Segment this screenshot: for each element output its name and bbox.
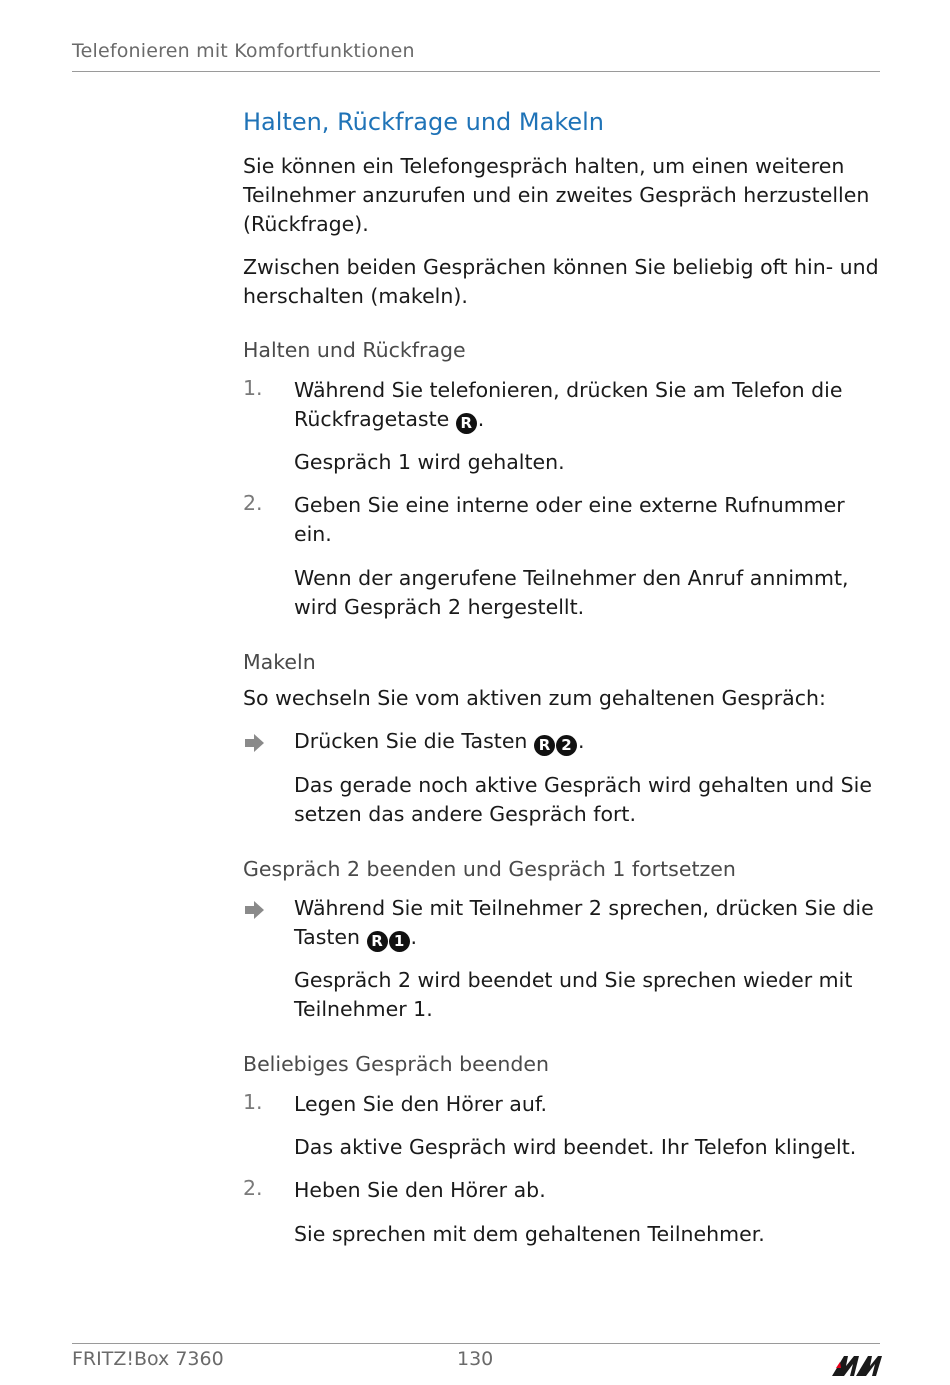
action-result: Das gerade noch aktive Gespräch wird gehalten und Sie setzen das andere Gespräch fort.	[294, 773, 872, 826]
step-result: Sie sprechen mit dem gehaltenen Teilnehmer.	[294, 1222, 765, 1246]
subheading-halten: Halten und Rückfrage	[243, 338, 466, 362]
step-text: Geben Sie eine interne oder eine externe Rufnummer ein.	[294, 493, 845, 546]
action-text	[294, 727, 884, 756]
r-key-icon: R	[367, 931, 388, 952]
footer-divider	[72, 1343, 880, 1344]
r-key-icon: R	[456, 413, 477, 434]
step-text	[294, 376, 884, 434]
step-text: Legen Sie den Hörer auf.	[294, 1092, 548, 1116]
one-key-icon: 1	[389, 931, 410, 952]
two-key-icon: 2	[556, 735, 577, 756]
step-text: Heben Sie den Hörer ab.	[294, 1178, 546, 1202]
step-number: 1.	[243, 1090, 263, 1114]
subheading-beenden: Gespräch 2 beenden und Gespräch 1 fortsetzen	[243, 857, 736, 881]
makeln-intro: So wechseln Sie vom aktiven zum gehaltenen Gespräch:	[243, 686, 826, 710]
punctuation: .	[577, 729, 585, 753]
section-title: Halten, Rückfrage und Makeln	[243, 108, 605, 136]
punctuation: .	[410, 925, 418, 949]
step-result: Das aktive Gespräch wird beendet. Ihr Telefon klingelt.	[294, 1135, 857, 1159]
punctuation: .	[477, 407, 485, 431]
action-label: Während Sie mit Teilnehmer 2 sprechen, drücken Sie die Tasten	[294, 896, 874, 949]
subheading-makeln: Makeln	[243, 650, 316, 674]
step-number: 2.	[243, 491, 263, 515]
step-result: Gespräch 1 wird gehalten.	[294, 450, 565, 474]
step-number: 1.	[243, 376, 263, 400]
header-divider	[72, 71, 880, 72]
subheading-beliebig: Beliebiges Gespräch beenden	[243, 1052, 550, 1076]
right-arrow-icon	[243, 899, 267, 921]
right-arrow-icon	[243, 732, 267, 754]
avm-logo-icon	[830, 1350, 882, 1378]
step-label: Während Sie telefonieren, drücken Sie am Telefon die Rückfragetaste	[294, 378, 843, 431]
page-number: 130	[457, 1348, 494, 1370]
intro-paragraph: Sie können ein Telefongespräch halten, um einen weiteren Teilnehmer anzurufen und ein zweites Gespräch herzustellen (Rückfrage).	[243, 154, 870, 236]
action-text	[294, 894, 884, 952]
r-key-icon: R	[534, 735, 555, 756]
action-label: Drücken Sie die Tasten	[294, 729, 528, 753]
intro-paragraph-2: Zwischen beiden Gesprächen können Sie beliebig oft hin- und herschalten (makeln).	[243, 255, 879, 308]
product-name: FRITZ!Box 7360	[72, 1348, 224, 1370]
running-header: Telefonieren mit Komfortfunktionen	[72, 40, 415, 62]
action-result: Gespräch 2 wird beendet und Sie sprechen wieder mit Teilnehmer 1.	[294, 968, 853, 1021]
step-number: 2.	[243, 1176, 263, 1200]
step-result: Wenn der angerufene Teilnehmer den Anruf annimmt, wird Gespräch 2 hergestellt.	[294, 566, 849, 619]
